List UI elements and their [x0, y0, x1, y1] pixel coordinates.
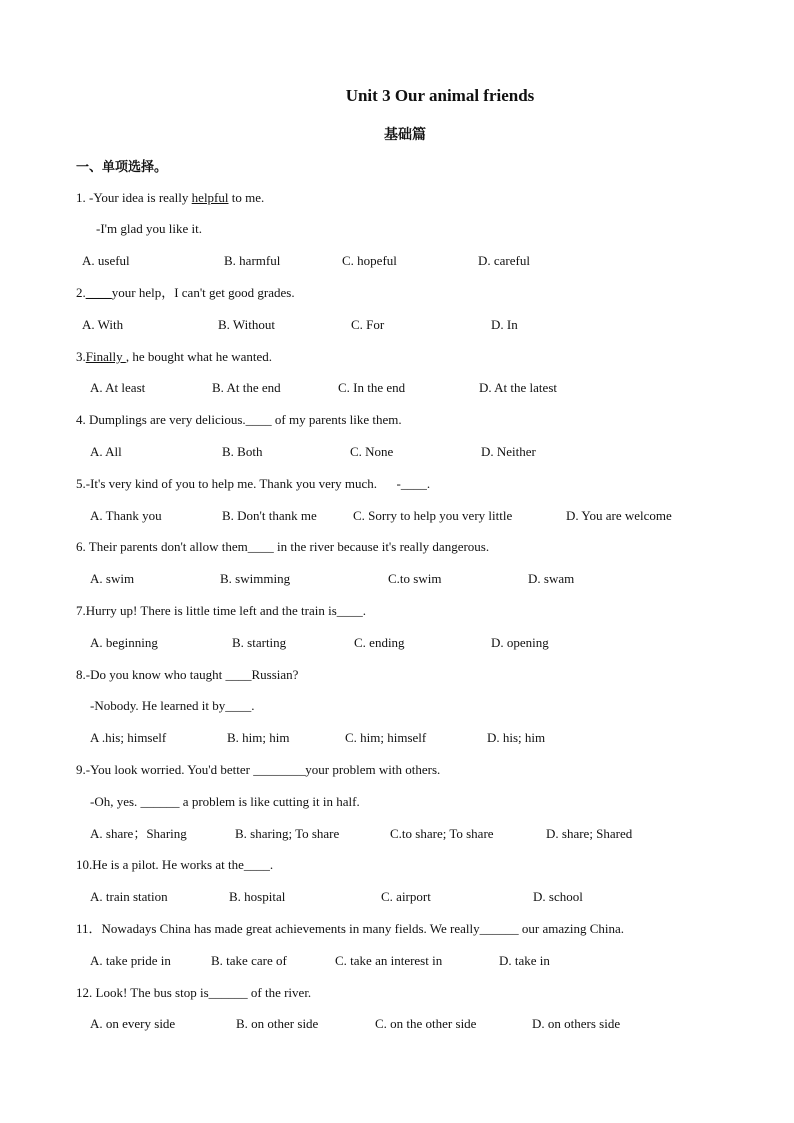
question-1-option-b: B. harmful [224, 253, 281, 268]
question-8-option-c: C. him; himself [345, 730, 427, 745]
question-8-stem: 8.-Do you know who taught ____Russian? [76, 667, 299, 682]
question-8-option-a: A .his; himself [90, 730, 167, 745]
question-4-option-a: A. All [90, 444, 122, 459]
question-9-option-c: C.to share; To share [390, 826, 494, 841]
question-3-stem: 3.Finally , he bought what he wanted. [76, 349, 273, 364]
question-12-option-b: B. on other side [236, 1016, 319, 1031]
question-9-response: -Oh, yes. ______ a problem is like cutting it in half. [90, 794, 360, 809]
question-12-option-a: A. on every side [90, 1016, 176, 1031]
question-8-option-b: B. him; him [227, 730, 290, 745]
question-3-option-d: D. At the latest [479, 380, 557, 395]
question-10-option-b: B. hospital [229, 889, 286, 904]
question-12-stem: 12. Look! The bus stop is______ of the river. [76, 985, 312, 1000]
question-1-option-a: A. useful [82, 253, 130, 268]
question-7-stem: 7.Hurry up! There is little time left and the train is____. [76, 603, 367, 618]
question-11-stem: 11．Nowadays China has made great achievements in many fields. We really______ our amazing China. [76, 921, 625, 936]
question-1-option-d: D. careful [478, 253, 530, 268]
question-10-option-c: C. airport [381, 889, 431, 904]
question-11-option-b: B. take care of [211, 953, 287, 968]
question-6-option-c: C.to swim [388, 571, 442, 586]
question-2-option-d: D. In [491, 317, 518, 332]
question-5-option-d: D. You are welcome [566, 508, 672, 523]
question-11-option-c: C. take an interest in [335, 953, 443, 968]
question-3-option-c: C. In the end [338, 380, 406, 395]
question-4-stem: 4. Dumplings are very delicious.____ of my parents like them. [76, 412, 402, 427]
question-9-stem: 9.-You look worried. You'd better ________your problem with others. [76, 762, 441, 777]
question-7-option-b: B. starting [232, 635, 287, 650]
question-12-option-c: C. on the other side [375, 1016, 477, 1031]
question-5-stem: 5.-It's very kind of you to help me. Thank you very much. -____. [76, 476, 431, 491]
question-4-option-b: B. Both [222, 444, 263, 459]
question-5-option-b: B. Don't thank me [222, 508, 317, 523]
question-3-option-a: A. At least [90, 380, 146, 395]
question-4-option-d: D. Neither [481, 444, 536, 459]
question-9-option-a: A. share；Sharing [90, 826, 187, 841]
question-10-option-d: D. school [533, 889, 583, 904]
question-8-response: -Nobody. He learned it by____. [90, 698, 255, 713]
question-5-option-c: C. Sorry to help you very little [353, 508, 513, 523]
question-1-option-c: C. hopeful [342, 253, 397, 268]
question-9-option-d: D. share; Shared [546, 826, 633, 841]
question-6-stem: 6. Their parents don't allow them____ in the river because it's really dangerous. [76, 539, 490, 554]
question-7-option-d: D. opening [491, 635, 549, 650]
question-10-option-a: A. train station [90, 889, 168, 904]
question-11-option-d: D. take in [499, 953, 550, 968]
question-2-stem: 2.____your help，I can't get good grades. [76, 285, 295, 300]
question-5-option-a: A. Thank you [90, 508, 162, 523]
question-3-option-b: B. At the end [212, 380, 281, 395]
question-2-option-c: C. For [351, 317, 385, 332]
question-6-option-b: B. swimming [220, 571, 291, 586]
question-11-option-a: A. take pride in [90, 953, 171, 968]
question-10-stem: 10.He is a pilot. He works at the____. [76, 857, 274, 872]
question-1-response: -I'm glad you like it. [96, 221, 202, 236]
question-6-option-d: D. swam [528, 571, 575, 586]
question-2-option-b: B. Without [218, 317, 276, 332]
section-heading: 一、单项选择。 [76, 160, 168, 175]
question-1-stem: 1. -Your idea is really helpful to me. [76, 190, 265, 205]
question-12-option-d: D. on others side [532, 1016, 621, 1031]
question-4-option-c: C. None [350, 444, 394, 459]
page-title: Unit 3 Our animal friends [345, 86, 535, 105]
question-6-option-a: A. swim [90, 571, 135, 586]
question-2-option-a: A. With [82, 317, 124, 332]
question-9-option-b: B. sharing; To share [235, 826, 340, 841]
question-8-option-d: D. his; him [487, 730, 546, 745]
question-7-option-c: C. ending [354, 635, 405, 650]
page-subtitle: 基础篇 [384, 127, 426, 143]
question-7-option-a: A. beginning [90, 635, 158, 650]
